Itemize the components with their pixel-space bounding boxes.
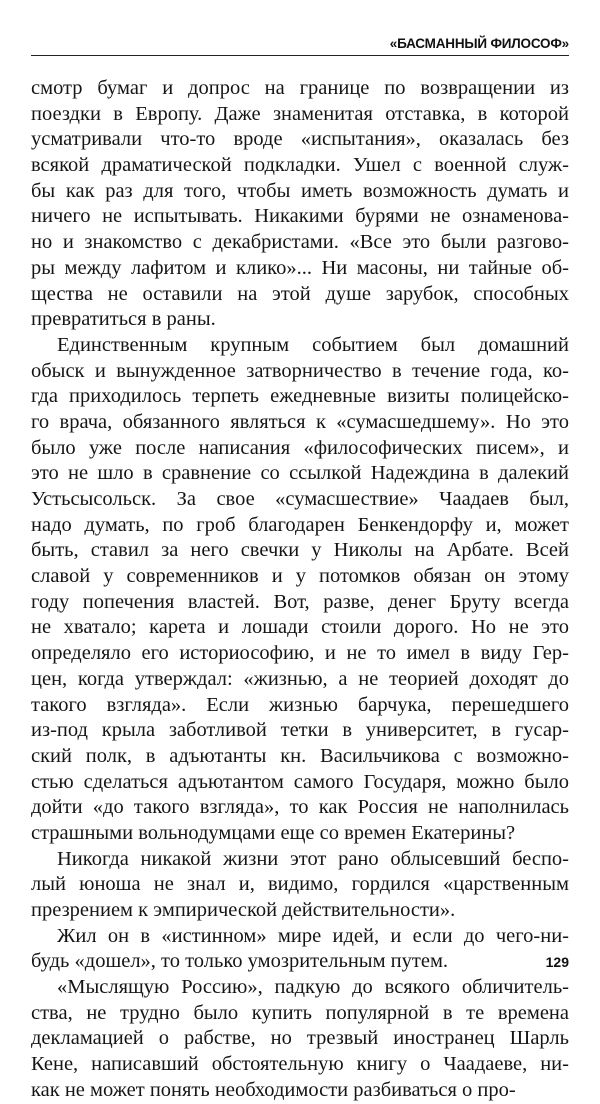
text-line: декламацией о рабстве, но трезвый иностранец Шарль xyxy=(31,1027,569,1050)
text-line: стью сделаться адъютантом самого Государя, можно было xyxy=(31,770,569,793)
text-line: обыск и вынужденное затворничество в течение года, ко- xyxy=(31,359,569,382)
text-line: ры между лафитом и клико»... Ни масоны, ни тайные об- xyxy=(31,256,569,279)
text-line: презрением к эмпирической действительности». xyxy=(31,899,456,921)
paragraph xyxy=(31,333,569,847)
text-line: смотр бумаг и допрос на границе по возвращении из xyxy=(31,77,569,99)
paragraph xyxy=(31,924,569,975)
text-line: надо думать, по гроб благодарен Бенкендорфу и, может xyxy=(31,513,569,536)
text-line: цен, когда утверждал: «жизнью, а не теорией доходят до xyxy=(31,667,569,690)
text-line: бы как раз для того, чтобы иметь возможность думать и xyxy=(31,179,569,202)
running-title: «БАСМАННЫЙ ФИЛОСОФ» xyxy=(389,36,569,51)
text-line: Никогда никакой жизни этот рано облысевший беспо- xyxy=(57,847,569,870)
paragraph xyxy=(31,847,569,924)
paragraph xyxy=(31,76,569,333)
text-line: как не может понять необходимости разбиваться о про- xyxy=(31,1078,516,1101)
text-line: усматривали что-то вроде «испытания», оказалась без xyxy=(31,128,569,151)
paragraph xyxy=(31,975,569,1103)
text-line: но и знакомство с декабристами. «Все это были разгово- xyxy=(31,231,569,254)
text-line: было уже после написания «философических писем», и xyxy=(31,436,569,459)
text-line: году попечения властей. Вот, разве, денег Бруту всегда xyxy=(31,590,569,613)
text-line: гда приходилось терпеть ежедневные визиты полицейско- xyxy=(31,385,569,408)
text-line: всякой драматической подкладки. Ушел с военной служ- xyxy=(31,154,569,177)
text-line: Жил он в «истинном» мире идей, и если до чего-ни- xyxy=(57,924,569,947)
text-line: будь «дошел», то только умозрительным путем. xyxy=(31,950,449,973)
page-number: 129 xyxy=(545,954,569,970)
text-line: Кене, написавший обстоятельную книгу о Чаадаеве, ни- xyxy=(31,1053,569,1076)
running-header xyxy=(31,35,569,56)
text-line: славой у современников и у потомков обязан он этому xyxy=(31,565,569,588)
text-line: дойти «до такого взгляда», то как Россия не наполнилась xyxy=(31,796,569,819)
text-line: превратиться в раны. xyxy=(31,308,216,331)
text-line: ства, не трудно было купить популярной в те времена xyxy=(31,1001,569,1024)
text-line: страшными вольнодумцами еще со времен Екатерины? xyxy=(31,821,516,844)
text-line: не хватало; карета и лошади стоили дорого. Но не это xyxy=(31,616,569,639)
text-line: такого взгляда». Если жизнью барчука, перешедшего xyxy=(31,693,569,716)
text-line: это не шло в сравнение со ссылкой Надеждина в далекий xyxy=(31,462,569,485)
text-line: поездки в Европу. Даже знаменитая отставка, в которой xyxy=(31,102,569,125)
text-line: го врача, обязанного являться к «сумасшедшему». Но это xyxy=(31,410,569,433)
text-line: Устьсысольск. За свое «сумасшествие» Чаадаев был, xyxy=(31,488,569,510)
text-line: лый юноша не знал и, видимо, гордился «царственным xyxy=(31,873,569,896)
text-line: ничего не испытывать. Никакими бурями не ознаменова- xyxy=(31,205,569,228)
text-line: щества не оставили на этой душе зарубок, способных xyxy=(31,282,569,305)
body-text xyxy=(31,76,569,1104)
text-line: ский полк, в адъютанты кн. Васильчикова с возможно- xyxy=(31,744,569,767)
text-line: из-под крыла заботливой тетки в университет, в гусар- xyxy=(31,719,569,742)
text-line: Единственным крупным событием был домашний xyxy=(57,333,569,356)
text-line: «Мыслящую Россию», падкую до всякого обличитель- xyxy=(57,976,569,999)
text-line: быть, ставил за него свечки у Николы на Арбате. Всей xyxy=(31,539,569,562)
text-line: определяло его историософию, и не то имел в виду Гер- xyxy=(31,642,569,665)
